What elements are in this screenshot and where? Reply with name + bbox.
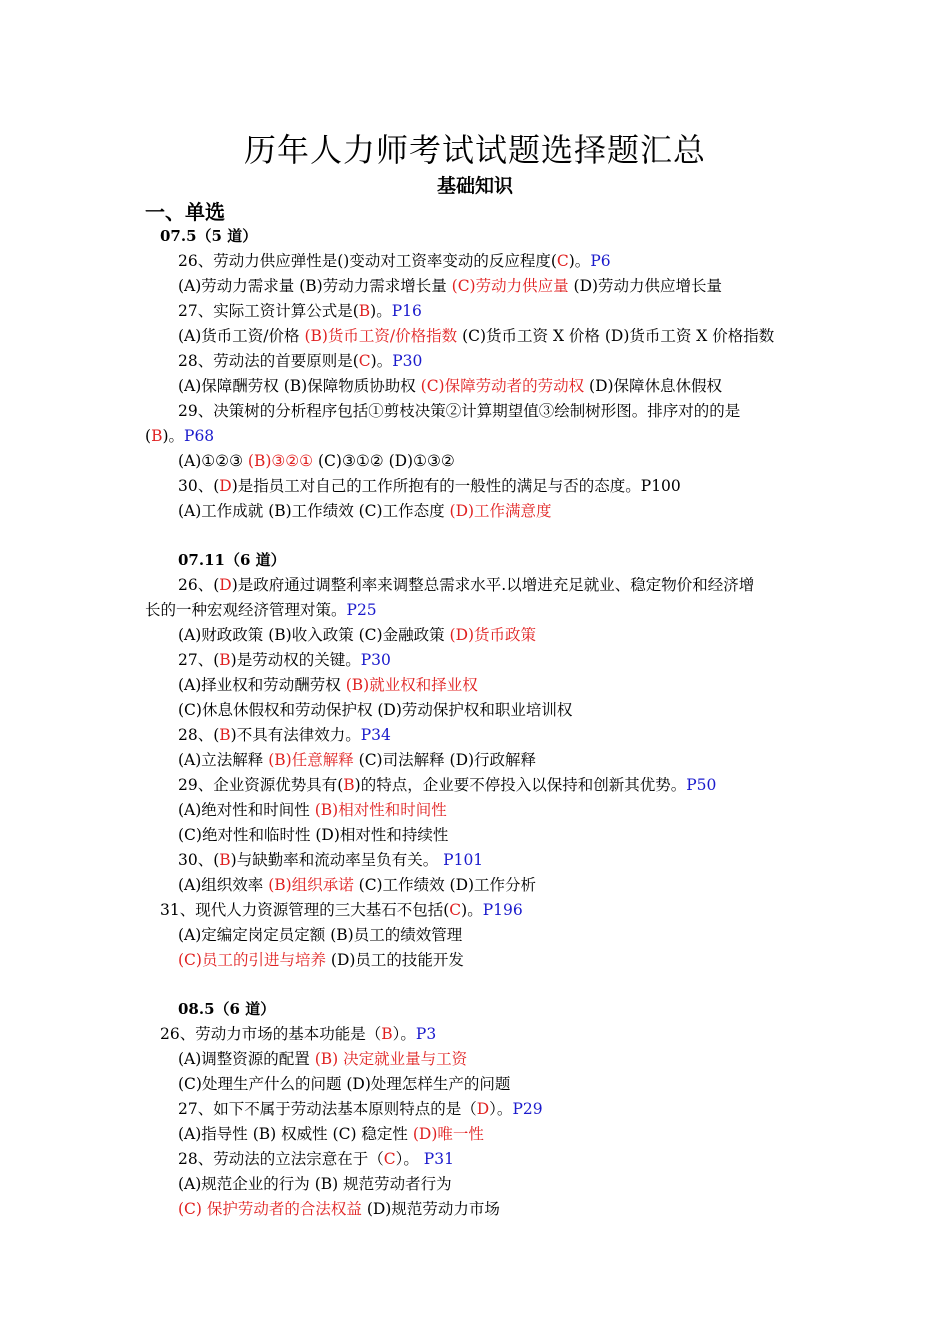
page-subtitle: 基础知识 [436, 175, 513, 197]
question-line: 29、决策树的分析程序包括①剪枝决策②计算期望值③绘制树形图。排序对的的是 [178, 402, 741, 420]
options-line: (A)立法解释 (B)任意解释 (C)司法解释 (D)行政解释 [178, 751, 537, 769]
options-line: (A)劳动力需求量 (B)劳动力需求增长量 (C)劳动力供应量 (D)劳动力供应增长量 [178, 277, 723, 295]
question-line: 28、(B)不具有法律效力。P34 [178, 726, 391, 744]
question-line: 31、现代人力资源管理的三大基石不包括(C)。P196 [160, 901, 523, 919]
question-line: 28、劳动法的首要原则是(C)。P30 [178, 352, 423, 370]
options-line: (A)调整资源的配置 (B) 决定就业量与工资 [178, 1050, 468, 1068]
question-line: 27、实际工资计算公式是(B)。P16 [178, 302, 422, 320]
section-label: 07.11（6 道） [178, 551, 286, 569]
options-line: (A)绝对性和时间性 (B)相对性和时间性 [178, 801, 447, 819]
options-line: (C)绝对性和临时性 (D)相对性和持续性 [178, 826, 449, 844]
question-line: 29、企业资源优势具有(B)的特点，企业要不停投入以保持和创新其优势。P50 [178, 776, 717, 794]
section-label: 08.5（6 道） [178, 1000, 276, 1018]
options-line: (A)定编定岗定员定额 (B)员工的绩效管理 [178, 926, 463, 944]
options-line: (A)工作成就 (B)工作绩效 (C)工作态度 (D)工作满意度 [178, 502, 552, 520]
question-line: 26、劳动力供应弹性是()变动对工资率变动的反应程度(C)。P6 [178, 252, 611, 270]
section-label: 07.5（5 道） [160, 227, 258, 245]
question-line: 30、(D)是指员工对自己的工作所抱有的一般性的满足与否的态度。P100 [178, 477, 681, 495]
options-line: (A)①②③ (B)③②① (C)③①② (D)①③② [178, 452, 455, 470]
options-line: (A)财政政策 (B)收入政策 (C)金融政策 (D)货币政策 [178, 626, 537, 644]
question-line: 26、劳动力市场的基本功能是（B）。P3 [160, 1025, 437, 1043]
options-line: (C)休息休假权和劳动保护权 (D)劳动保护权和职业培训权 [178, 701, 573, 719]
options-line: (C) 保护劳动者的合法权益 (D)规范劳动力市场 [178, 1200, 500, 1218]
options-line: (A)指导性 (B) 权威性 (C) 稳定性 (D)唯一性 [178, 1125, 484, 1143]
options-line: (A)组织效率 (B)组织承诺 (C)工作绩效 (D)工作分析 [178, 876, 537, 894]
question-line: 26、(D)是政府通过调整利率来调整总需求水平.以增进充足就业、稳定物价和经济增 [178, 576, 755, 594]
section-heading: 一、单选 [145, 200, 225, 224]
options-line: (C)处理生产什么的问题 (D)处理怎样生产的问题 [178, 1075, 511, 1093]
options-line: (A)保障酬劳权 (B)保障物质协助权 (C)保障劳动者的劳动权 (D)保障休息休假权 [178, 377, 723, 395]
question-line-wrap: 长的一种宏观经济管理对策。P25 [145, 601, 377, 619]
options-line: (A)择业权和劳动酬劳权 (B)就业权和择业权 [178, 676, 478, 694]
question-line-wrap: (B)。P68 [145, 427, 215, 445]
question-line: 27、如下不属于劳动法基本原则特点的是（D）。P29 [178, 1100, 543, 1118]
options-line: (C)员工的引进与培养 (D)员工的技能开发 [178, 951, 464, 969]
question-line: 27、(B)是劳动权的关键。P30 [178, 651, 391, 669]
question-line: 30、(B)与缺勤率和流动率呈负有关。 P101 [178, 851, 484, 869]
options-line: (A)货币工资/价格 (B)货币工资/价格指数 (C)货币工资 X 价格 (D)货币工资 X 价格指数 [178, 327, 775, 345]
question-line: 28、劳动法的立法宗意在于（C）。 P31 [178, 1150, 454, 1168]
options-line: (A)规范企业的行为 (B) 规范劳动者行为 [178, 1175, 452, 1193]
page-title: 历年人力师考试试题选择题汇总 [243, 131, 706, 169]
